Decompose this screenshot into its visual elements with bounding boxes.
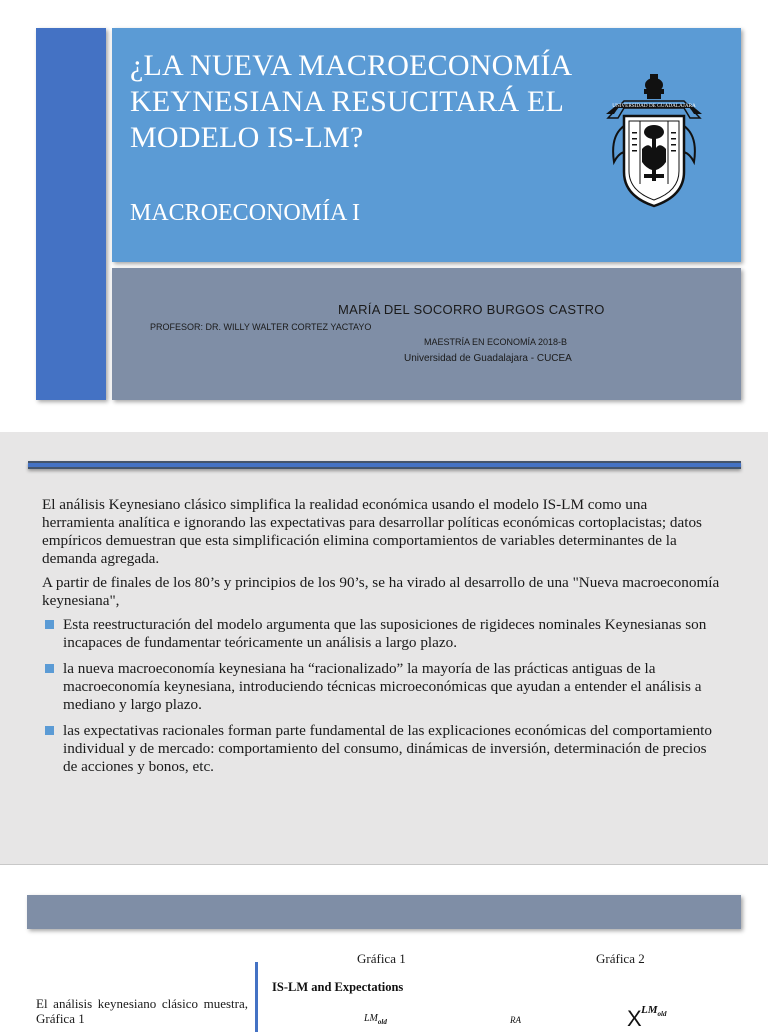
slide-subtitle: MACROECONOMÍA I: [130, 200, 361, 226]
bullet-item: [42, 616, 722, 652]
author-name: MARÍA DEL SOCORRO BURGOS CASTRO: [338, 302, 605, 317]
square-bullet-icon: [45, 620, 54, 629]
bullet-text: Esta reestructuración del modelo argumenta que las suposiciones de rigideces nominales Keynesianas son incapaces de fundamentar teóricamente un análisis a largo plazo.: [63, 616, 707, 651]
title-box: [112, 28, 741, 262]
university-seal-logo: [604, 74, 704, 209]
divider: [255, 962, 258, 1032]
professor-name: PROFESOR: DR. WILLY WALTER CORTEZ YACTAYO: [150, 322, 372, 332]
title-slide: [0, 0, 768, 418]
graph-slide: [0, 878, 768, 1031]
bullet-item: [42, 722, 722, 776]
chart-title: IS-LM and Expectations: [272, 980, 404, 994]
square-bullet-icon: [45, 726, 54, 735]
lm-old-label: $LM_{old}$: [364, 1013, 387, 1026]
university-name: Universidad de Guadalajara - CUCEA: [404, 353, 572, 364]
header-bar: [27, 895, 741, 929]
slide-title: ¿LA NUEVA MACROECONOMÍA KEYNESIANA RESUCITARÁ EL MODELO IS-LM?: [130, 49, 571, 154]
paragraph: A partir de finales de los 80’s y principios de los 90’s, se ha virado al desarrollo de una "Nueva macroeconomía keynesiana",: [42, 574, 720, 609]
author-info-box: [112, 268, 741, 400]
x-mark: X: [627, 1006, 642, 1031]
graph2-label: Gráfica 2: [596, 951, 645, 966]
graph1-label: Gráfica 1: [357, 951, 406, 966]
ra-label: RA: [510, 1015, 521, 1025]
bullet-text: la nueva macroeconomía keynesiana ha “racionalizado” la mayoría de las prácticas antiguas de la macroeconomía keynesiana, introduciendo técnicas microeconómicas que ayudan a entender el análisis a mediano y largo plazo.: [63, 660, 702, 713]
bullet-item: [42, 660, 722, 714]
bullet-text: las expectativas racionales forman parte fundamental de las explicaciones económicas del comportamiento individual y de mercado: comportamiento del consumo, dinámicas de inversión, determinación de precios de acciones y bonos, etc.: [63, 722, 712, 775]
program-name: MAESTRÍA EN ECONOMÍA 2018-B: [424, 337, 568, 347]
content-slide: [0, 432, 768, 865]
slide-body: [42, 496, 722, 784]
slide-text: El análisis keynesiano clásico muestra, Gráfica 1: [36, 996, 248, 1026]
seal-text: UNIVERSIDAD DE GUADALAJARA: [612, 103, 696, 109]
lm-old-label: $LM_{old}$: [641, 1004, 667, 1019]
paragraph: El análisis Keynesiano clásico simplifica la realidad económica usando el modelo IS-LM como una herramienta analítica e ignorando las expectativas para desarrollar políticas económicas cortoplacistas; datos empíricos demuestran que esta simplificación elimina comportamientos de variables determinantes de la demanda agregada.: [42, 496, 702, 567]
header-bar: [28, 461, 741, 469]
square-bullet-icon: [45, 664, 54, 673]
header-bar-accent: [28, 463, 741, 467]
accent-bar: [36, 28, 106, 400]
